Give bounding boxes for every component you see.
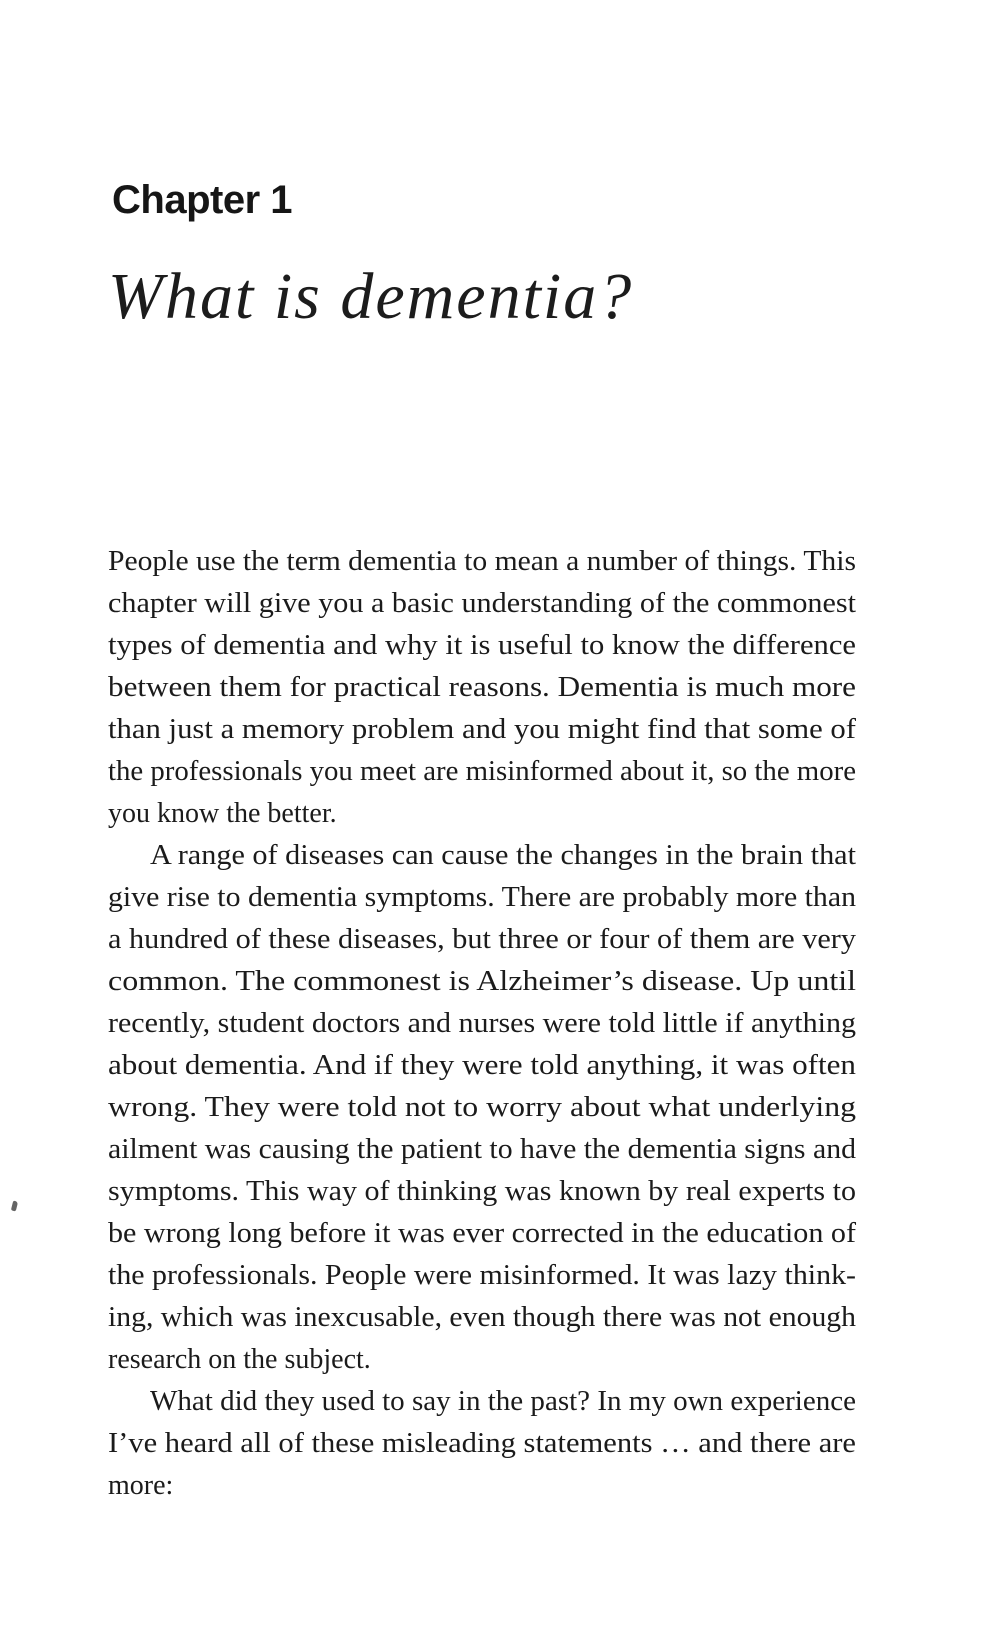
text-line-content: symptoms. This way of thinking was known by real experts to bbox=[108, 1176, 856, 1207]
text-line bbox=[108, 1087, 856, 1129]
text-line bbox=[108, 961, 856, 1003]
text-line-content: types of dementia and why it is useful to know the difference bbox=[108, 630, 856, 661]
text-line-content: wrong. They were told not to worry about what underlying bbox=[108, 1092, 856, 1123]
text-line bbox=[108, 1213, 856, 1255]
text-line bbox=[108, 919, 856, 961]
body-text bbox=[108, 541, 856, 1507]
text-line-content: common. The commonest is Alzheimer’s disease. Up until bbox=[108, 966, 856, 997]
text-line-content: research on the subject. bbox=[108, 1344, 371, 1375]
text-line-content: recently, student doctors and nurses were told little if anything bbox=[108, 1008, 856, 1039]
text-line bbox=[108, 1171, 856, 1213]
text-line bbox=[108, 877, 856, 919]
text-line-content: about dementia. And if they were told anything, it was often bbox=[108, 1050, 856, 1081]
text-line bbox=[108, 751, 856, 793]
text-line-content: you know the better. bbox=[108, 798, 337, 829]
text-line bbox=[108, 1423, 856, 1465]
text-line-content: the professionals. People were misinformed. It was lazy think- bbox=[108, 1260, 856, 1291]
ink-speck bbox=[11, 1201, 18, 1212]
text-line bbox=[108, 835, 856, 877]
text-line-content: ailment was causing the patient to have the dementia signs and bbox=[108, 1134, 856, 1165]
text-line-content: People use the term dementia to mean a number of things. This bbox=[108, 546, 856, 577]
text-line bbox=[108, 667, 856, 709]
text-line-content: ing, which was inexcusable, even though there was not enough bbox=[108, 1302, 856, 1333]
text-line bbox=[108, 1129, 856, 1171]
text-line bbox=[108, 1003, 856, 1045]
text-line bbox=[108, 1255, 856, 1297]
text-line-content: than just a memory problem and you might find that some of bbox=[108, 714, 856, 745]
text-line-content: be wrong long before it was ever corrected in the education of bbox=[108, 1218, 856, 1249]
text-line-content: give rise to dementia symptoms. There are probably more than bbox=[108, 882, 856, 913]
text-line bbox=[108, 1465, 856, 1507]
text-line-content: I’ve heard all of these misleading statements … and there are bbox=[108, 1428, 856, 1459]
text-line-content: more: bbox=[108, 1470, 174, 1501]
text-line bbox=[108, 541, 856, 583]
text-line bbox=[108, 709, 856, 751]
text-line bbox=[108, 625, 856, 667]
text-line bbox=[108, 583, 856, 625]
text-line bbox=[108, 1381, 856, 1423]
text-line-content: chapter will give you a basic understanding of the commonest bbox=[108, 588, 856, 619]
text-line bbox=[108, 793, 856, 835]
text-line-content: What did they used to say in the past? In my own experience bbox=[150, 1386, 856, 1417]
text-line-content: the professionals you meet are misinformed about it, so the more bbox=[108, 756, 856, 787]
chapter-label: Chapter 1 bbox=[112, 178, 292, 222]
text-line-content: A range of diseases can cause the changes in the brain that bbox=[150, 840, 856, 871]
text-line bbox=[108, 1045, 856, 1087]
text-line-content: between them for practical reasons. Dementia is much more bbox=[108, 672, 856, 703]
text-line bbox=[108, 1297, 856, 1339]
text-line-content: a hundred of these diseases, but three or four of them are very bbox=[108, 924, 856, 955]
page-title: What is dementia? bbox=[108, 260, 634, 333]
text-line bbox=[108, 1339, 856, 1381]
